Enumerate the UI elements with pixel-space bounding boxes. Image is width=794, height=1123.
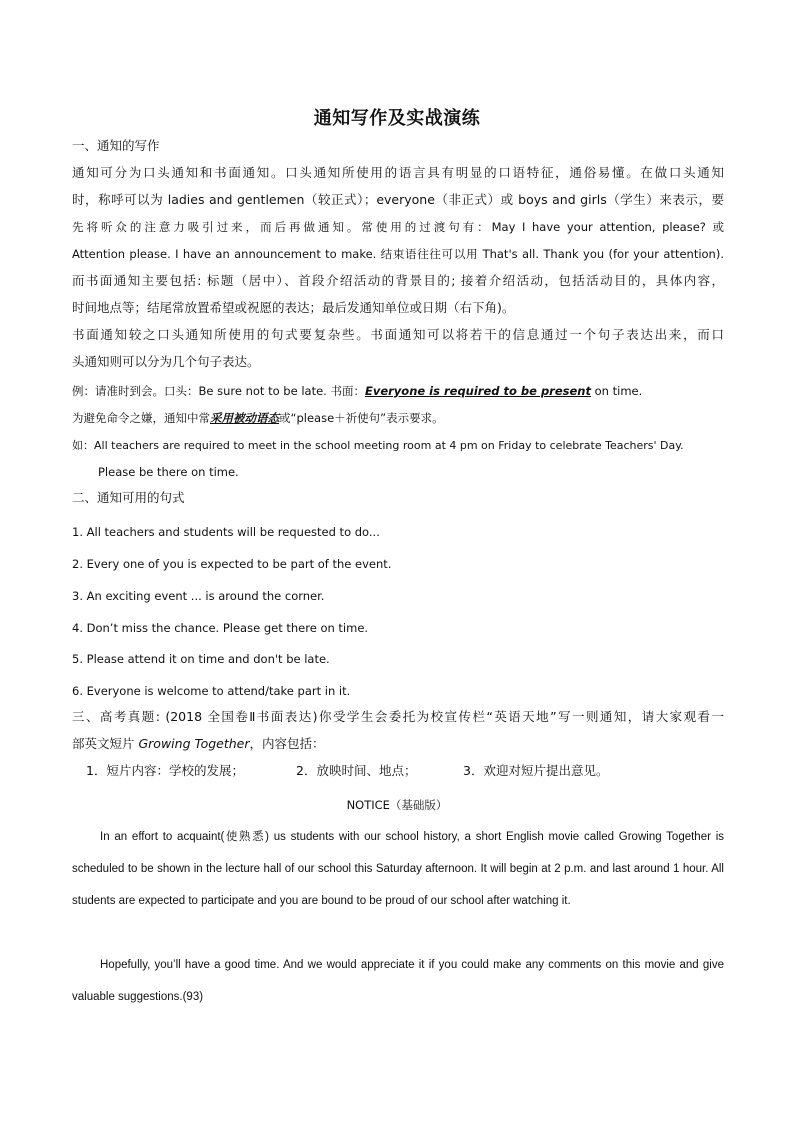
text-line: 通知可分为口头通知和书面通知。口头通知所使用的语言具有明显的口语特征，通俗易懂。在做口头通知 xyxy=(72,165,724,180)
option-item: 2．放映时间、地点； xyxy=(296,763,417,778)
paragraph-text: In an effort to acquaint(使熟悉) us students with our school history, a short English movie called Growing Together is scheduled to be shown in the lecture hall of our school this Saturday afternoon. It will begin at 2 p.m. and last around 1 hour. All students are expected to participate and you are bound to be proud of our school after watching it. xyxy=(72,831,724,907)
heading-prefix: 部英文短片 xyxy=(72,736,139,751)
movie-title: Growing Together xyxy=(138,736,250,751)
option-item: 1．短片内容：学校的发展； xyxy=(86,763,244,778)
text-line: 时间地点等；结尾常放置希望或祝愿的表达；最后发通知单位或日期（右下角)。 xyxy=(72,300,515,315)
text-line: 时，称呼可以为 ladies and gentlemen（较正式）；everyone（非正式）或 boys and girls（学生）来表示，要 xyxy=(72,192,724,207)
pattern-item: 1. All teachers and students will be requested to do... xyxy=(72,525,380,539)
text-line: Attention please. I have an announcement to make. 结束语往往可以用 That's all. Thank you (for your attention). xyxy=(72,247,724,261)
example-prefix: 例：请准时到会。口头：Be sure not to be late. 书面： xyxy=(72,384,365,398)
notice-paragraph-1 xyxy=(72,821,724,917)
text-line: 而书面通知主要包括: 标题（居中）、首段介绍活动的背景目的; 接着介绍活动，包括活动目的，具体内容， xyxy=(72,273,724,288)
example-suffix: on time. xyxy=(590,384,643,398)
pattern-item: 4. Don’t miss the chance. Please get there on time. xyxy=(72,621,369,635)
pattern-item: 6. Everyone is welcome to attend/take part in it. xyxy=(72,684,351,698)
option-item: 3．欢迎对短片提出意见。 xyxy=(463,763,609,778)
example-sentence-line: Please be there on time. xyxy=(98,465,239,479)
pattern-item: 5. Please attend it on time and don't be late. xyxy=(72,652,330,666)
section-heading-1: 一、通知的写作 xyxy=(72,138,160,153)
section-heading-3: 三、高考真题: (2018 全国卷Ⅱ书面表达)你受学生会委托为校宣传栏“英语天地”写一则通知，请大家观看一 xyxy=(72,709,724,724)
pattern-item: 3. An exciting event ... is around the corner. xyxy=(72,589,325,603)
passive-prefix: 为避免命令之嫌，通知中常 xyxy=(72,411,210,425)
heading-suffix: ，内容包括： xyxy=(249,736,325,751)
text-line: 书面通知较之口头通知所使用的句式要复杂些。书面通知可以将若干的信息通过一个句子表达出来，而口 xyxy=(72,327,724,342)
passive-voice-line xyxy=(72,409,724,427)
example-sentence-line: 如：All teachers are required to meet in the school meeting room at 4 pm on Friday to celebrate Teachers' Day. xyxy=(72,439,684,452)
text-line: 先将听众的注意力吸引过来，而后再做通知。常使用的过渡句有：May I have your attention, please? 或 xyxy=(72,220,724,234)
passive-suffix: 或“please＋祈使句”表示要求。 xyxy=(279,411,444,425)
example-emphasis: Everyone is required to be present xyxy=(364,384,591,398)
notice-title: NOTICE（基础版） xyxy=(346,798,448,812)
section-heading-2: 二、通知可用的句式 xyxy=(72,490,185,505)
passive-emphasis: 采用被动语态 xyxy=(210,411,279,425)
example-line xyxy=(72,382,724,400)
paragraph-text: Hopefully, you’ll have a good time. And we would appreciate it if you could make any comments on this movie and give valuable suggestions.(93) xyxy=(72,959,724,1003)
page-title: 通知写作及实战演练 xyxy=(313,108,481,129)
notice-paragraph-2 xyxy=(72,949,724,1013)
pattern-item: 2. Every one of you is expected to be part of the event. xyxy=(72,557,392,571)
text-line: 头通知则可以分为几个句子表达。 xyxy=(72,354,260,369)
section-heading-3-cont xyxy=(72,735,724,753)
